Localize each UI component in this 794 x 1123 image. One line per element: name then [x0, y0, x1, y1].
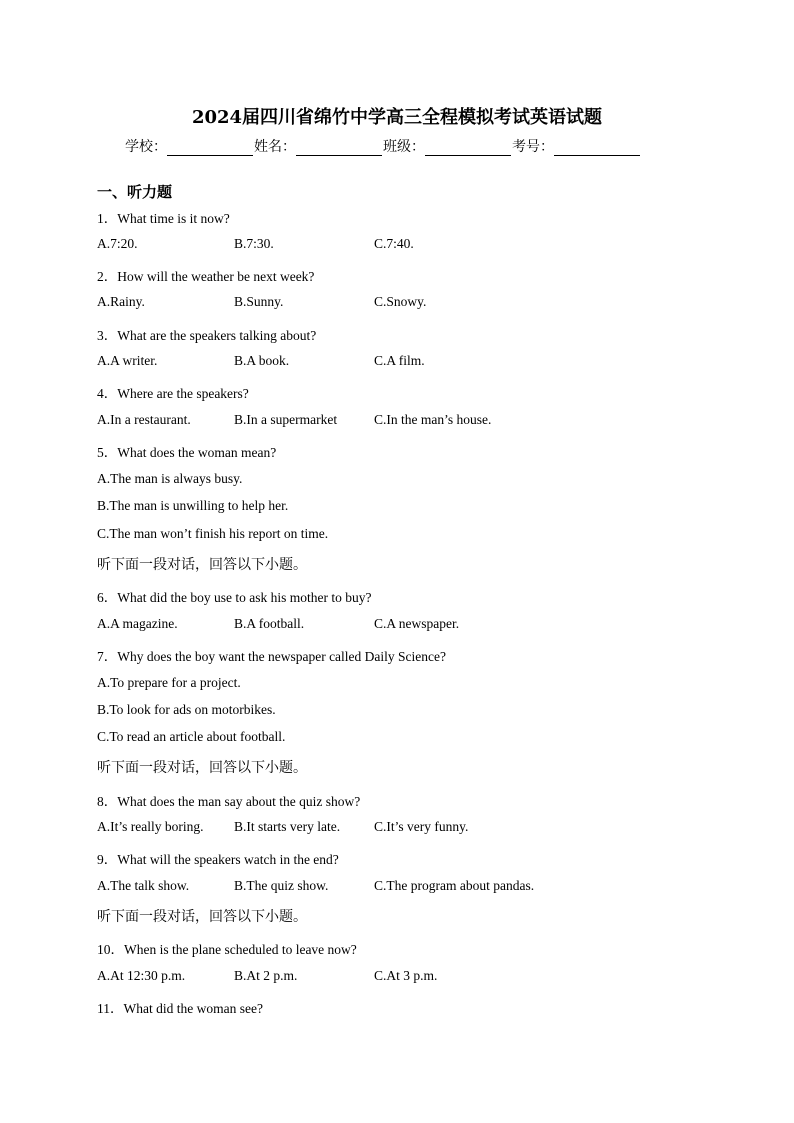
section-heading: 一、听力题 — [97, 183, 173, 201]
name-blank[interactable] — [296, 141, 382, 156]
answer-option: C.A film. — [374, 353, 425, 368]
answer-option: C.Snowy. — [374, 294, 427, 309]
question-stem: 7．Why does the boy want the newspaper called Daily Science? — [97, 649, 447, 664]
question-stem: 6．What did the boy use to ask his mother to buy? — [97, 590, 372, 605]
question-stem: 11．What did the woman see? — [97, 1001, 263, 1016]
answer-option: C.To read an article about football. — [97, 729, 286, 744]
instruction-text: 听下面一段对话，回答以下小题。 — [97, 760, 307, 776]
answer-option: B.At 2 p.m. — [234, 968, 298, 983]
question-stem: 2．How will the weather be next week? — [97, 269, 315, 284]
answer-option: A.It’s really boring. — [97, 819, 204, 834]
question-stem: 8．What does the man say about the quiz show? — [97, 794, 361, 809]
instruction-text: 听下面一段对话，回答以下小题。 — [97, 557, 307, 573]
answer-option: C.A newspaper. — [374, 616, 460, 631]
name-label: 姓名： — [254, 139, 296, 155]
answer-option: A.The man is always busy. — [97, 471, 243, 486]
school-field — [125, 136, 254, 156]
class-label: 班级： — [383, 139, 425, 155]
answer-option: A.A writer. — [97, 353, 158, 368]
answer-option: C.The man won’t finish his report on time. — [97, 526, 329, 541]
school-blank[interactable] — [167, 141, 253, 156]
answer-option: B.7:30. — [234, 236, 274, 251]
question-stem: 9．What will the speakers watch in the end? — [97, 852, 339, 867]
answer-option: B.A book. — [234, 353, 290, 368]
answer-option: A.In a restaurant. — [97, 412, 191, 427]
answer-option: A.At 12:30 p.m. — [97, 968, 186, 983]
answer-option: C.7:40. — [374, 236, 414, 251]
answer-option: C.It’s very funny. — [374, 819, 469, 834]
answer-option: C.In the man’s house. — [374, 412, 492, 427]
answer-option: B.It starts very late. — [234, 819, 341, 834]
answer-option: B.The man is unwilling to help her. — [97, 498, 289, 513]
page-title: 2024届四川省绵竹中学高三全程模拟考试英语试题 — [191, 107, 603, 128]
answer-option: B.Sunny. — [234, 294, 284, 309]
answer-option: A.To prepare for a project. — [97, 675, 241, 690]
question-stem: 5．What does the woman mean? — [97, 445, 277, 460]
question-stem: 3．What are the speakers talking about? — [97, 328, 317, 343]
answer-option: B.The quiz show. — [234, 878, 329, 893]
answer-option: A.The talk show. — [97, 878, 190, 893]
class-blank[interactable] — [425, 141, 511, 156]
answer-option: A.7:20. — [97, 236, 138, 251]
student-info-row — [125, 136, 685, 156]
answer-option: C.At 3 p.m. — [374, 968, 438, 983]
question-stem: 10．When is the plane scheduled to leave now? — [97, 942, 357, 957]
question-stem: 1．What time is it now? — [97, 211, 230, 226]
exam-number-label: 考号： — [512, 139, 554, 155]
answer-option: B.A football. — [234, 616, 305, 631]
exam-number-field — [512, 136, 641, 156]
class-field — [383, 136, 512, 156]
answer-option: B.In a supermarket — [234, 412, 338, 427]
answer-option: A.Rainy. — [97, 294, 145, 309]
school-label: 学校： — [125, 139, 167, 155]
instruction-text: 听下面一段对话，回答以下小题。 — [97, 909, 307, 925]
answer-option: A.A magazine. — [97, 616, 178, 631]
exam-number-blank[interactable] — [554, 141, 640, 156]
name-field — [254, 136, 383, 156]
question-stem: 4．Where are the speakers? — [97, 386, 249, 401]
answer-option: C.The program about pandas. — [374, 878, 535, 893]
answer-option: B.To look for ads on motorbikes. — [97, 702, 276, 717]
